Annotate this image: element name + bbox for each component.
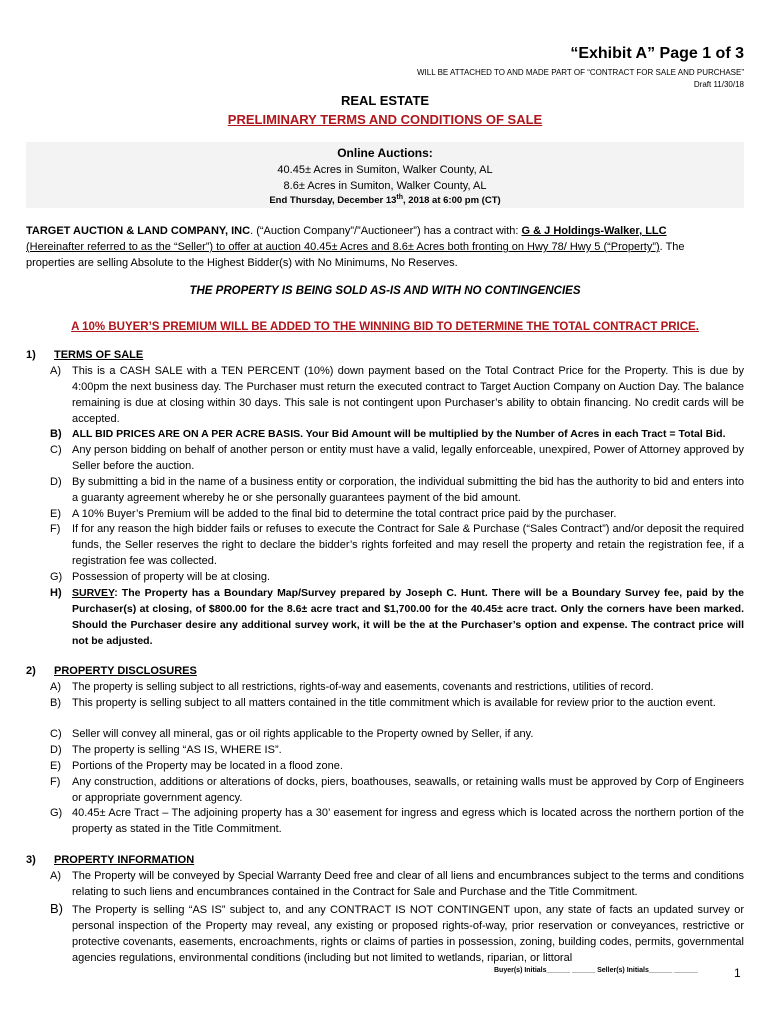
s1-item-b-text: ALL BID PRICES ARE ON A PER ACRE BASIS. Your Bid Amount will be multiplied by the Number of Acres in each Tract = Total Bid. — [72, 428, 726, 440]
s2-item-e-letter: E) — [50, 760, 61, 772]
s3-item-b-text: The Property is selling “AS IS” subject to, and any CONTRACT IS NOT CONTINGENT upon, any state of facts an updated survey or personal inspection of the Property may reveal, any existing or proposed rights-of-way, prior reservation or conveyances, restrictive or protective covenants, easements, encroachments, rights or claims of parties in possession, zoning, building codes, permits, governmental agencies regulations, environmental conditions (including but not limited to wetlands, riparian, or littoral — [72, 904, 744, 964]
seller-name: G & J Holdings-Walker, LLC — [521, 225, 667, 237]
section-2-num: 2) — [26, 665, 36, 677]
page-number: 1 — [734, 966, 741, 980]
s2-item-g-text: 40.45± Acre Tract – The adjoining property has a 30’ easement for ingress and egress which is located across the northern portion of the property as stated in the Title Commitment. — [72, 807, 744, 835]
exhibit-title: “Exhibit A” Page 1 of 3 — [570, 45, 744, 62]
section-1-title: TERMS OF SALE — [54, 349, 144, 361]
s3-item-b-letter: B) — [50, 901, 63, 916]
premium-banner: A 10% BUYER’S PREMIUM WILL BE ADDED TO THE WINNING BID TO DETERMINE THE TOTAL CONTRACT PRICE. — [71, 321, 699, 333]
s2-item-b-text: This property is selling subject to all matters contained in the title commitment which is available for review prior to the auction event. — [72, 697, 716, 709]
doc-type: REAL ESTATE — [340, 93, 430, 108]
s1-item-e-text: A 10% Buyer’s Premium will be added to the final bid to determine the total contract price paid by the purchaser. — [72, 508, 617, 520]
s1-item-a-letter: A) — [50, 365, 61, 377]
s1-item-d-text: By submitting a bid in the name of a business entity or corporation, the individual submitting the bid has the authority to bid and enters into a guaranty agreement whereby he or she personally guarantees payment of the bid amount. — [72, 476, 744, 504]
s2-item-e-text: Portions of the Property may be located in a flood zone. — [72, 760, 343, 772]
auction-end-suffix: , 2018 at 6:00 pm (CT) — [403, 195, 501, 206]
auction-heading: Online Auctions: — [337, 146, 433, 160]
s2-item-d-letter: D) — [50, 744, 62, 756]
section-2-title: PROPERTY DISCLOSURES — [54, 665, 197, 677]
attach-note: WILL BE ATTACHED TO AND MADE PART OF “CONTRACT FOR SALE AND PURCHASE” — [416, 68, 744, 77]
s1-item-f-text: If for any reason the high bidder fails or refuses to execute the Contract for Sale & Purchase (“Sales Contract”) and/or deposit the required funds, the Seller reserves the right to declare the bidder’s rights forfeited and may resell the property and retain the registration fee, if a registration fee was collected. — [72, 523, 744, 567]
survey-text: : The Property has a Boundary Map/Survey prepared by Joseph C. Hunt. There will be a Boundary Survey fee, paid by the Purchaser(s) at closing, of $800.00 for the 8.6± acre tract and $1,700.00 for the 40.45± acre tract. Only the corners have been marked. Should the Purchaser desire any additional survey work, it will be the at the Purchaser’s option and expense. The contract price will not be adjusted. — [72, 587, 744, 647]
company-name: TARGET AUCTION & LAND COMPANY, INC — [26, 225, 251, 237]
auction-end-date — [0, 194, 770, 208]
s1-item-d-letter: D) — [50, 476, 62, 488]
auction-end-prefix: End Thursday, December 13 — [269, 195, 397, 206]
intro-part-1: . (“Auction Company”/”Auctioneer”) has a contract with: — [250, 225, 522, 237]
s2-item-a-text: The property is selling subject to all restrictions, rights-of-way and easements, covenants and restrictions, utilities of record. — [72, 681, 654, 693]
auction-line-1: 40.45± Acres in Sumiton, Walker County, AL — [277, 164, 493, 176]
section-3-num: 3) — [26, 854, 36, 866]
s1-item-b-letter: B) — [50, 428, 62, 440]
draft-date: Draft 11/30/18 — [693, 80, 744, 89]
intro-line-1 — [26, 224, 744, 238]
s2-item-g-letter: G) — [50, 807, 63, 819]
section-1-num: 1) — [26, 349, 36, 361]
doc-title: PRELIMINARY TERMS AND CONDITIONS OF SALE — [227, 112, 543, 127]
s2-item-f-text: Any construction, additions or alterations of docks, piers, boathouses, seawalls, or retaining walls must be approved by Corp of Engineers or appropriate government agency. — [72, 776, 744, 804]
intro-part-2: (Hereinafter referred to as the “Seller”) to offer at auction 40.45± Acres and 8.6± Acres both fronting on Hwy 78/ Hwy 5 (“Property”) — [26, 241, 660, 253]
s2-item-a-letter: A) — [50, 681, 61, 693]
intro-line-3: properties are selling Absolute to the Highest Bidder(s) with No Minimums, No Reserves. — [26, 257, 458, 269]
s1-item-c-text: Any person bidding on behalf of another person or entity must have a valid, legally enforceable, unexpired, Power of Attorney approved by Seller before the auction. — [72, 444, 744, 472]
section-3-title: PROPERTY INFORMATION — [54, 854, 195, 866]
s1-item-a-text: This is a CASH SALE with a TEN PERCENT (10%) down payment based on the Total Contract Price for the Property. This is due by 4:00pm the next business day. The Purchaser must return the executed contract to Target Auction Company on Auction Day. The balance remaining is due at closing within 30 days. This sale is not contingent upon Purchaser’s ability to obtain financing. No credit cards will be accepted. — [72, 365, 744, 425]
s1-item-g-letter: G) — [50, 571, 63, 583]
s2-item-b-letter: B) — [50, 697, 61, 709]
survey-label: SURVEY — [72, 587, 115, 599]
s2-item-c-letter: C) — [50, 728, 62, 740]
s1-item-g-text: Possession of property will be at closing. — [72, 571, 271, 583]
s3-item-a-text: The Property will be conveyed by Special Warranty Deed free and clear of all liens and encumbrances subject to the terms and conditions relating to such liens and encumbrances contained in the Contract for Sale and Purchase and the Title Commitment. — [72, 870, 744, 898]
auction-end-sup: th — [396, 193, 403, 201]
s2-item-c-text: Seller will convey all mineral, gas or oil rights applicable to the Property owned by Seller, if any. — [72, 728, 534, 740]
s2-item-d-text: The property is selling “AS IS, WHERE IS”. — [72, 744, 282, 756]
s1-item-f-letter: F) — [50, 523, 61, 535]
s1-item-c-letter: C) — [50, 444, 62, 456]
s3-item-a-letter: A) — [50, 870, 61, 882]
s1-item-e-letter: E) — [50, 508, 61, 520]
initials-line: Buyer(s) Initials______ ______ Seller(s) Initials______ ______ — [494, 967, 698, 974]
s1-item-h-text — [72, 585, 744, 649]
s1-item-h-letter: H) — [50, 587, 62, 599]
intro-line-2 — [26, 240, 685, 254]
s2-item-f-letter: F) — [50, 776, 61, 788]
as-is-banner: THE PROPERTY IS BEING SOLD AS-IS AND WITH NO CONTINGENCIES — [189, 285, 581, 297]
auction-line-2: 8.6± Acres in Sumiton, Walker County, AL — [283, 180, 487, 192]
intro-part-3: . The — [659, 241, 685, 253]
